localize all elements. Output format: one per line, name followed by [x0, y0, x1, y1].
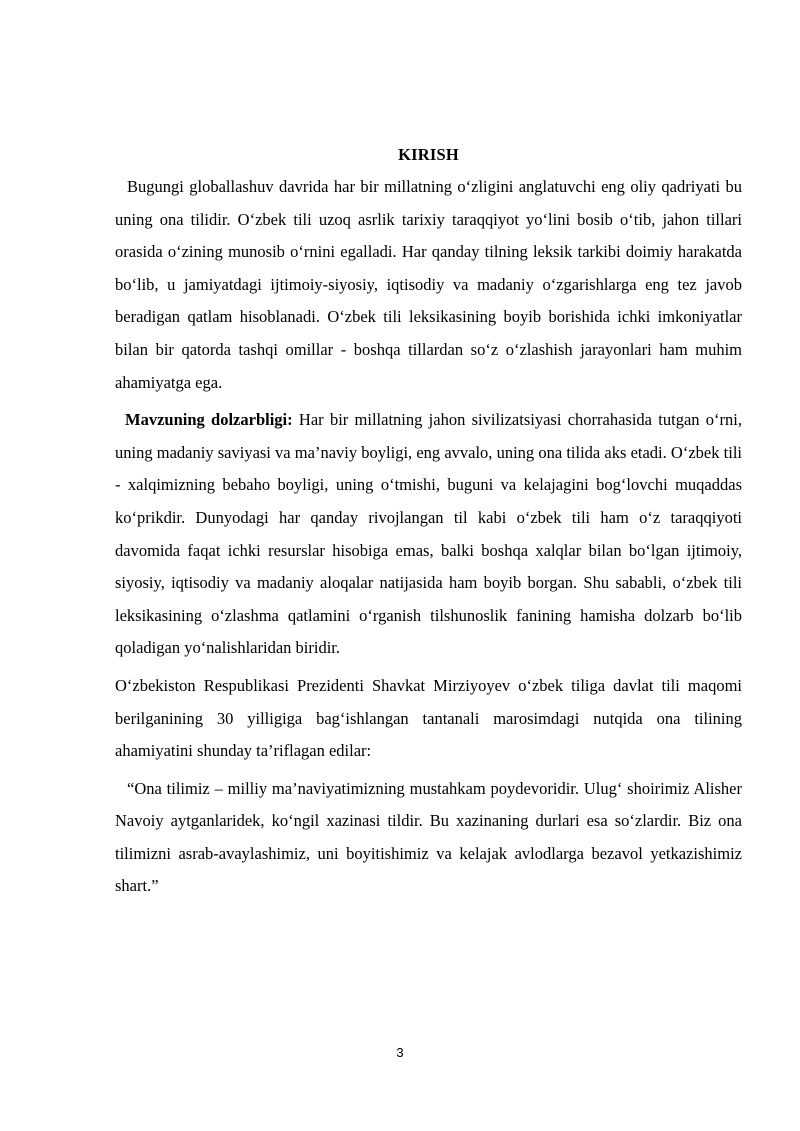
president-paragraph: O‘zbekiston Respublikasi Prezidenti Shavkat Mirziyoyev o‘zbek tiliga davlat tili maqomi berilganining 30 yilligiga bag‘ishlangan tantanali marosimdagi nutqida ona tilining ahamiyatini shunday ta’riflagan edilar: — [115, 675, 742, 761]
page-number: 3 — [396, 1045, 404, 1060]
relevance-text: Har bir millatning jahon sivilizatsiyasi chorrahasida tutgan o‘rni, uning madaniy saviyasi va ma’naviy boyligi, eng avvalo, uning ona tilida aks etadi. O‘zbek tili - xalqimizning bebaho boyligi, uning o‘tmishi, buguni va kelajagini bog‘lovchi muqaddas ko‘prikdir. Dunyodagi har qanday rivojlangan til kabi o‘zbek tili ham o‘z taraqqiyoti davomida faqat ichki resurslar hisobiga emas, balki boshqa xalqlar bilan bo‘lgan ijtimoiy, siyosiy, iqtisodiy va madaniy aloqalar natijasida ham boyib borgan. Shu sababli, o‘zbek tili leksikasining o‘zlashma qatlamini o‘rganish tilshunoslik fanining hamisha dolzarb bo‘lib qoladigan yo‘nalishlaridan biridir. — [115, 410, 743, 658]
quote-paragraph: “Ona tilimiz – milliy ma’naviyatimizning mustahkam poydevoridir. Ulug‘ shoirimiz Alisher Navoiy aytganlaridek, ko‘ngil xazinasi tildir. Bu xazinaning durlari esa so‘zlardir. Biz ona tilimizni asrab-avaylashimiz, uni boyitishimiz va kelajak avlodlarga bezavol yetkazishimiz shart.” — [115, 778, 742, 896]
document-body — [115, 145, 742, 903]
relevance-label: Mavzuning dolzarbligi: — [125, 410, 293, 430]
section-title: KIRISH — [398, 145, 459, 164]
relevance-paragraph — [115, 404, 742, 665]
intro-paragraph: Bugungi globallashuv davrida har bir millatning o‘zligini anglatuvchi eng oliy qadriyati bu uning ona tilidir. O‘zbek tili uzoq asrlik tarixiy taraqqiyot yo‘lini bosib o‘tib, jahon tillari orasida o‘zining munosib o‘rnini egalladi. Har qanday tilning leksik tarkibi doimiy harakatda bo‘lib, u jamiyatdagi ijtimoiy-siyosiy, iqtisodiy va madaniy o‘zgarishlarga eng tez javob beradigan qatlam hisoblanadi. O‘zbek tili leksikasining boyib borishida ichki imkoniyatlar bilan bir qatorda tashqi omillar - boshqa tillardan so‘z o‘zlashish jarayonlari ham muhim ahamiyatga ega. — [115, 177, 742, 392]
